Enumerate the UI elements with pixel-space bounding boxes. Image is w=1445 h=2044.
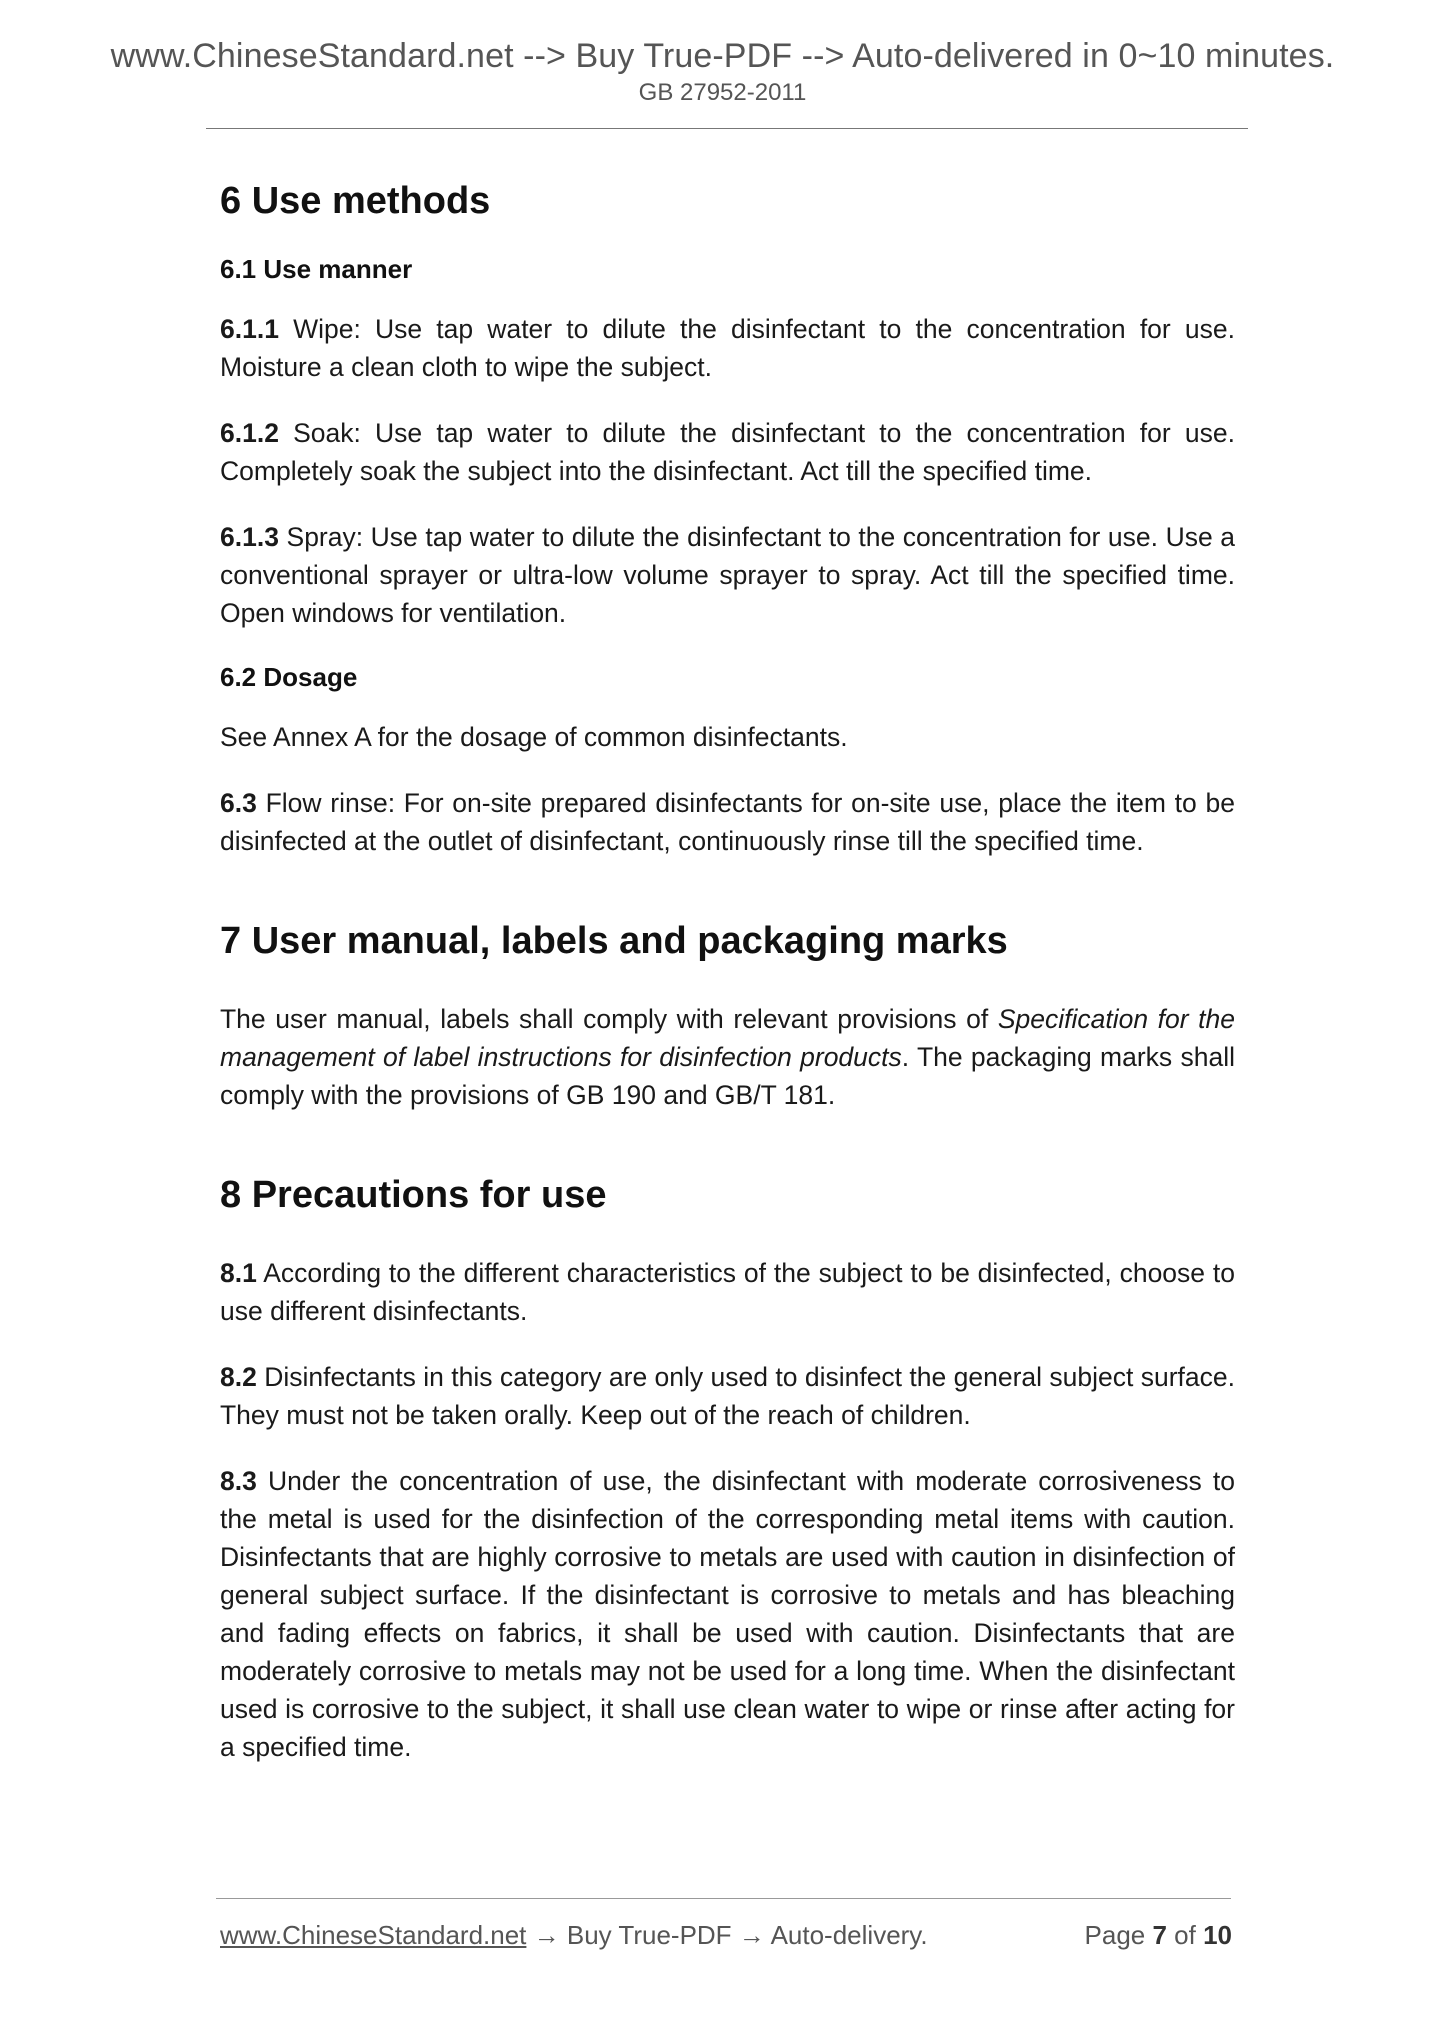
section-7-heading: 7 User manual, labels and packaging marks <box>220 920 1008 962</box>
clause-text: Under the concentration of use, the disinfectant with moderate corrosiveness to the metal is used for the disinfection of the corresponding metal items with caution. Disinfectants that are highly corrosive to metals are used with caution in disinfection of general subject surface. If the disinfectant is corrosive to metals and has bleaching and fading effects on fabrics, it shall be used with caution. Disinfectants that are moderately corrosive to metals may not be used for a long time. When the disinfectant used is corrosive to the subject, it shall use clean water to wipe or rinse after acting for a specified time. <box>220 1466 1235 1762</box>
footer-site-link[interactable]: www.ChineseStandard.net <box>220 1920 527 1950</box>
clause-number: 6.3 <box>220 788 257 818</box>
standard-code: GB 27952-2011 <box>638 79 807 106</box>
footer-left <box>220 1918 928 1952</box>
clause-6-2-text: See Annex A for the dosage of common disinfectants. <box>220 722 848 752</box>
section-7-paragraph <box>220 1000 1235 1114</box>
section-6-heading: 6 Use methods <box>220 180 491 222</box>
cited-document-title: Specification for the management of label instructions for disinfection products <box>220 1004 1235 1072</box>
paragraph-text: The user manual, labels shall comply with relevant provisions of <box>220 1004 998 1034</box>
current-page-number: 7 <box>1152 1920 1167 1950</box>
clause-number: 8.3 <box>220 1466 257 1496</box>
section-6-2-heading: 6.2 Dosage <box>220 662 358 692</box>
of-label: of <box>1166 1920 1204 1950</box>
clause-text: Flow rinse: For on-site prepared disinfectants for on-site use, place the item to be disinfected at the outlet of disinfectant, continuously rinse till the specified time. <box>220 788 1235 856</box>
footer-divider <box>216 1898 1231 1899</box>
clause-8-2 <box>220 1358 1235 1434</box>
clause-number: 8.1 <box>220 1258 257 1288</box>
page-indicator <box>1085 1918 1232 1952</box>
section-6-1-heading: 6.1 Use manner <box>220 254 413 284</box>
clause-8-3 <box>220 1462 1235 1766</box>
header-divider <box>206 128 1248 129</box>
page-label: Page <box>1084 1920 1153 1950</box>
clause-text: According to the different characteristics of the subject to be disinfected, choose to use different disinfectants. <box>220 1258 1235 1326</box>
page-header <box>0 36 1445 108</box>
clause-text: Wipe: Use tap water to dilute the disinfectant to the concentration for use. Moisture a clean cloth to wipe the subject. <box>220 314 1235 382</box>
clause-8-1 <box>220 1254 1235 1330</box>
clause-number: 6.1.1 <box>220 314 279 344</box>
footer-tagline: → Buy True-PDF → Auto-delivery. <box>526 1920 928 1950</box>
header-banner-text: www.ChineseStandard.net --> Buy True-PDF --> Auto-delivered in 0~10 minutes. <box>110 37 1335 75</box>
clause-text: Disinfectants in this category are only used to disinfect the general subject surface. They must not be taken orally. Keep out of the reach of children. <box>220 1362 1235 1430</box>
clause-6-3 <box>220 784 1235 860</box>
clause-number: 8.2 <box>220 1362 257 1392</box>
clause-6-1-2 <box>220 414 1235 490</box>
document-body <box>220 170 1235 1794</box>
clause-text: Spray: Use tap water to dilute the disinfectant to the concentration for use. Use a conventional sprayer or ultra-low volume sprayer to spray. Act till the specified time. Open windows for ventilation. <box>220 522 1235 628</box>
total-pages: 10 <box>1203 1920 1232 1950</box>
section-8-heading: 8 Precautions for use <box>220 1174 607 1216</box>
clause-6-1-3 <box>220 518 1235 632</box>
clause-text: Soak: Use tap water to dilute the disinfectant to the concentration for use. Completely soak the subject into the disinfectant. Act till the specified time. <box>220 418 1235 486</box>
clause-number: 6.1.2 <box>220 418 279 448</box>
paragraph-text: . The packaging marks shall comply with the provisions of GB 190 and GB/T 181. <box>220 1042 1235 1110</box>
clause-6-1-1 <box>220 310 1235 386</box>
clause-number: 6.1.3 <box>220 522 279 552</box>
